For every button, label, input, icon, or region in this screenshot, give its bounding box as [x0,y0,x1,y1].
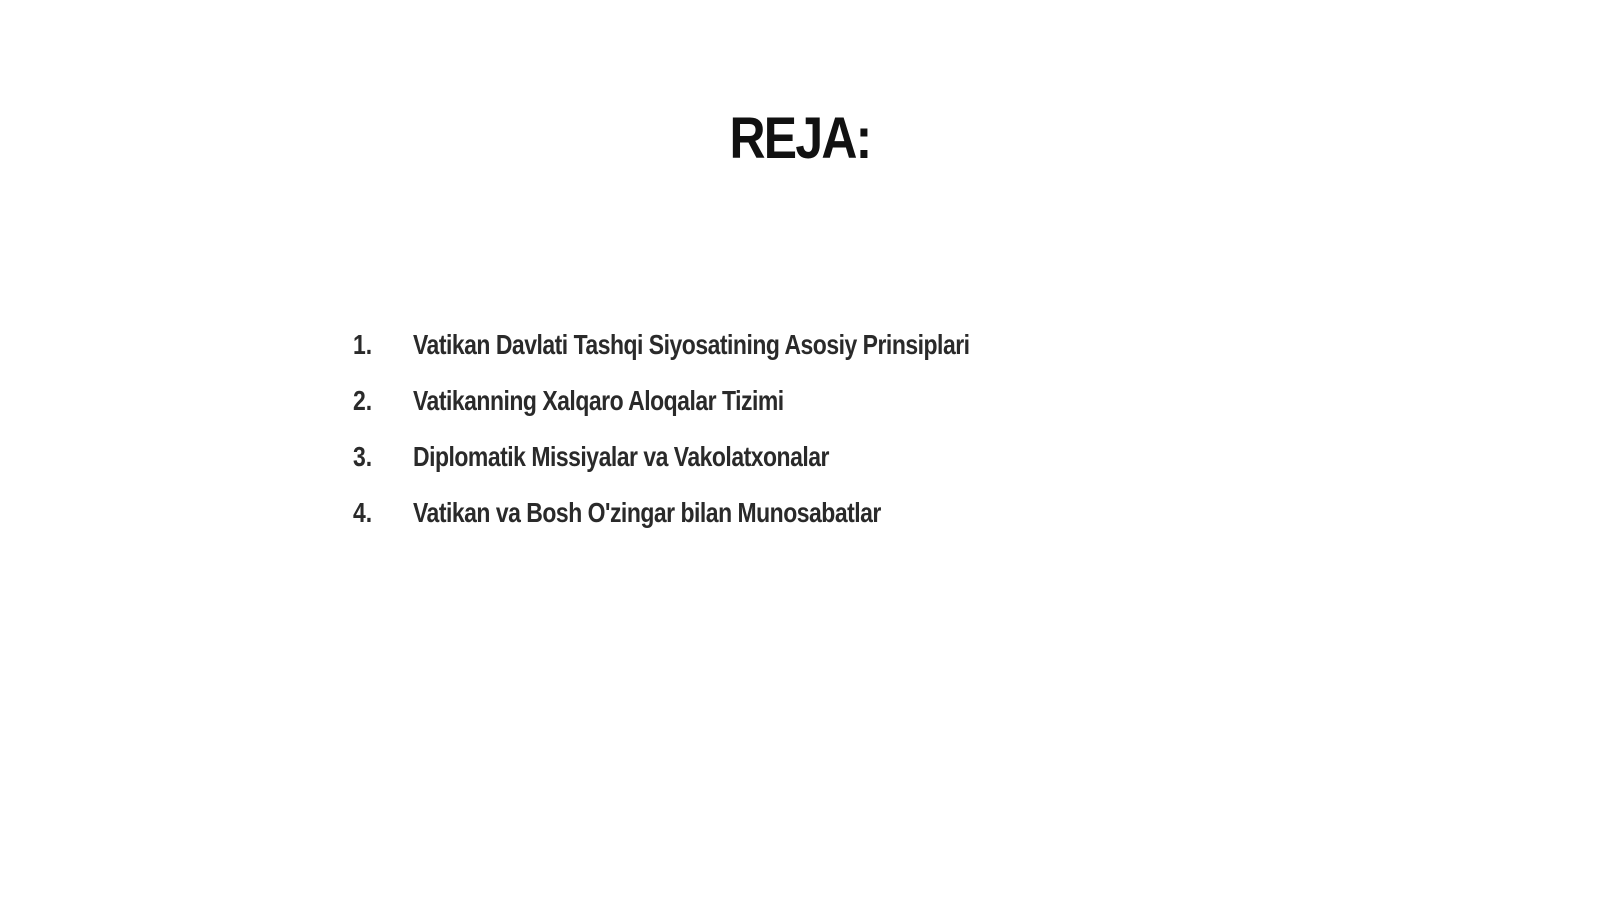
plan-item-number: 1. [353,329,373,360]
plan-item-number: 3. [353,441,373,472]
plan-item-2 [353,386,1092,442]
plan-item-text: Diplomatik Missiyalar va Vakolatxonalar [413,441,829,472]
plan-item-number: 2. [353,385,373,416]
plan-item-4 [353,498,1092,554]
plan-item-number: 4. [353,497,373,528]
plan-item-3 [353,442,1092,498]
plan-list [353,330,1092,554]
plan-item-text: Vatikan va Bosh O'zingar bilan Munosabatlar [413,497,881,528]
plan-item-text: Vatikan Davlati Tashqi Siyosatining Asosiy Prinsiplari [413,329,970,360]
plan-item-1 [353,330,1092,386]
plan-item-text: Vatikanning Xalqaro Aloqalar Tizimi [413,385,784,416]
slide-title: REJA: [729,106,871,171]
